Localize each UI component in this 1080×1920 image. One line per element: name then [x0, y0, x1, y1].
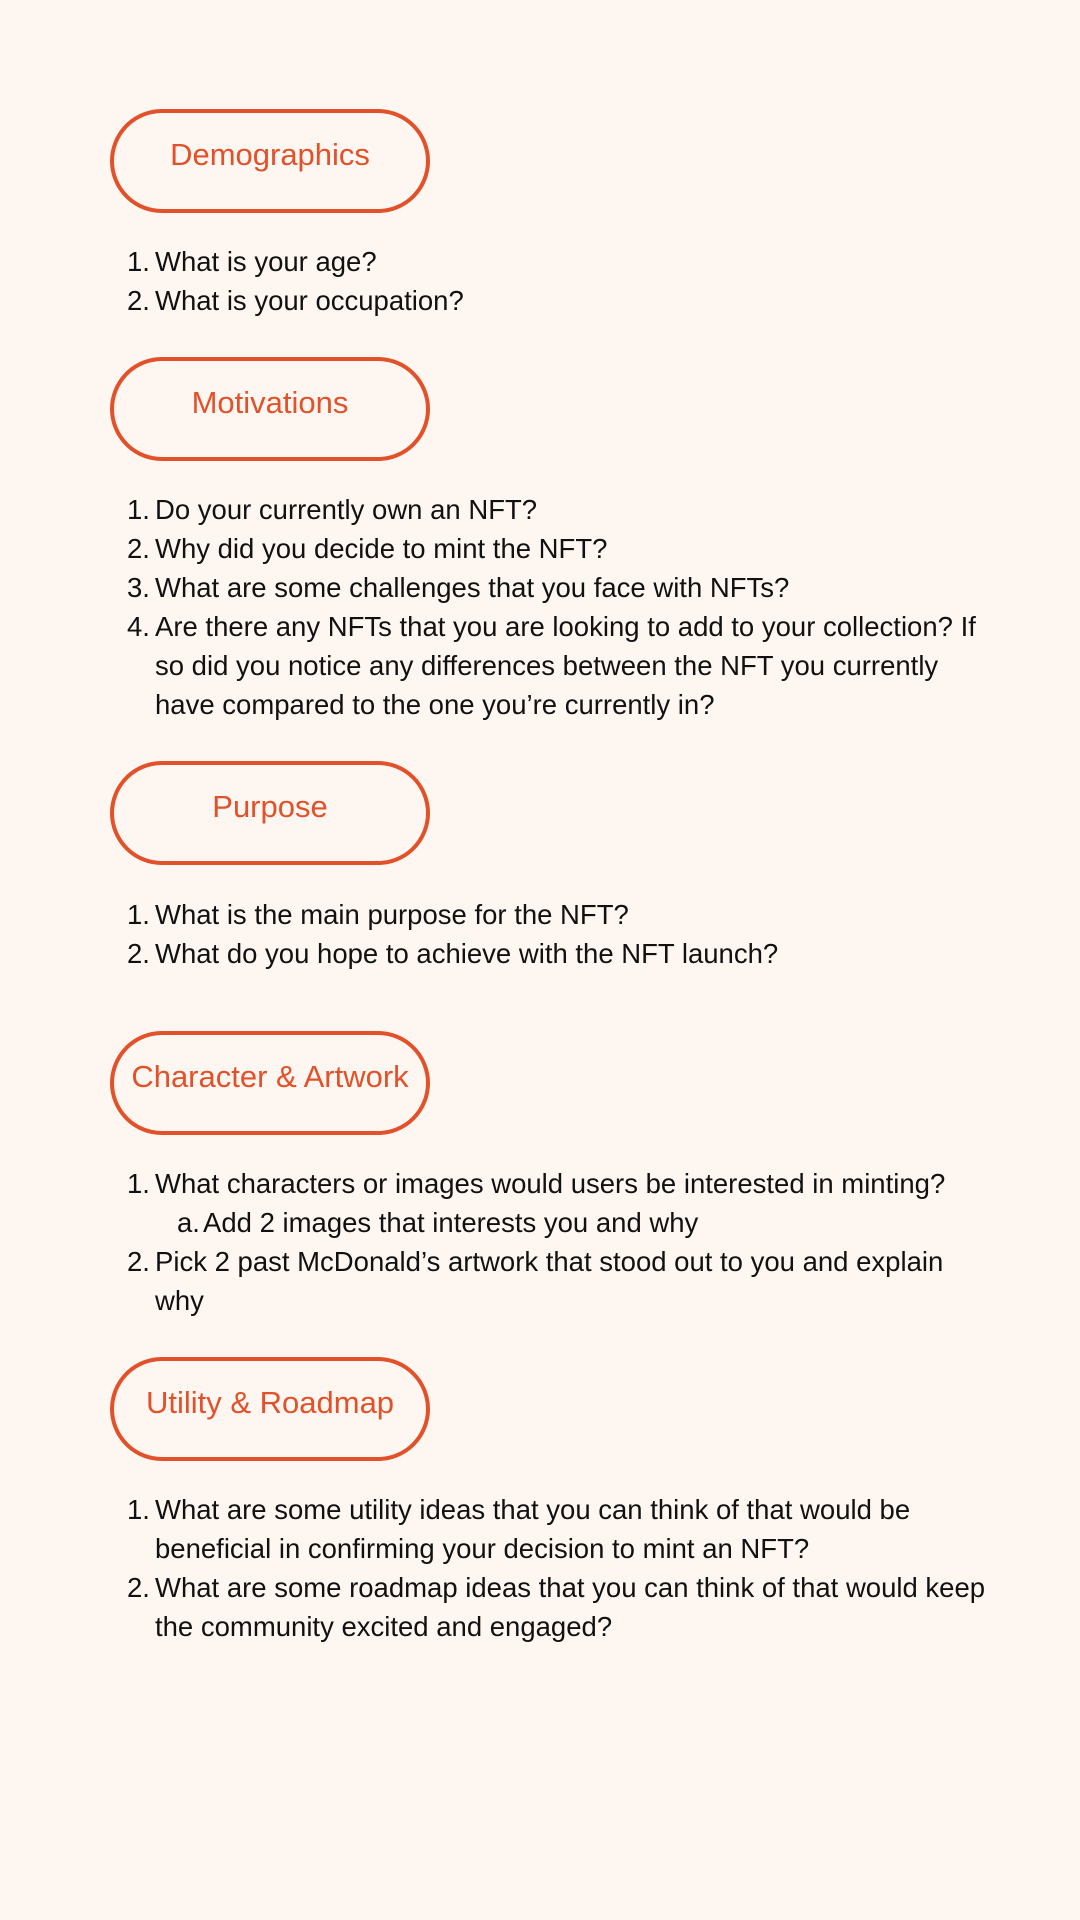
- list-item: [110, 1242, 990, 1320]
- list-number: 2.: [127, 533, 150, 564]
- list-item: [110, 1568, 990, 1646]
- list-number: 2.: [127, 938, 150, 969]
- section-heading-purpose: [110, 761, 430, 865]
- list-number: 1.: [127, 1168, 150, 1199]
- sub-list-letter: a.: [177, 1207, 200, 1238]
- list-item: [110, 568, 990, 607]
- list-number: 1.: [127, 246, 150, 277]
- list-item: [110, 934, 990, 973]
- sub-list-item: [155, 1203, 990, 1242]
- list-number: 2.: [127, 1572, 150, 1603]
- question-text: Are there any NFTs that you are looking to add to your collection? If so did you notice any differences between the NFT you currently have compared to the one you’re currently in?: [155, 611, 976, 720]
- question-text: Do your currently own an NFT?: [155, 494, 538, 525]
- list-item: [110, 242, 990, 281]
- section-heading-utility-roadmap: [110, 1357, 430, 1461]
- question-text: What is your age?: [155, 246, 377, 277]
- question-list-motivations: [110, 490, 990, 724]
- section-heading-motivations: [110, 357, 430, 461]
- section-heading-demographics: [110, 109, 430, 213]
- section-title: Purpose: [212, 789, 328, 824]
- question-text: What are some roadmap ideas that you can think of that would keep the community excited and engaged?: [155, 1572, 986, 1642]
- list-number: 2.: [127, 285, 150, 316]
- list-item: [110, 529, 990, 568]
- sub-question-list: [155, 1203, 990, 1242]
- list-number: 1.: [127, 494, 150, 525]
- list-number: 4.: [127, 611, 150, 642]
- section-title: Character & Artwork: [131, 1059, 409, 1094]
- section-title: Demographics: [170, 137, 370, 172]
- list-item: [110, 490, 990, 529]
- list-number: 2.: [127, 1246, 150, 1277]
- list-number: 3.: [127, 572, 150, 603]
- question-list-character-artwork: [110, 1164, 990, 1320]
- list-number: 1.: [127, 1494, 150, 1525]
- question-text: What are some challenges that you face with NFTs?: [155, 572, 790, 603]
- section-title: Utility & Roadmap: [145, 1385, 395, 1420]
- list-item: [110, 895, 990, 934]
- sub-question-text: Add 2 images that interests you and why: [203, 1207, 699, 1238]
- list-item: [110, 1490, 990, 1568]
- question-text: What is your occupation?: [155, 285, 464, 316]
- list-number: 1.: [127, 899, 150, 930]
- question-list-demographics: [110, 242, 990, 320]
- question-text: What do you hope to achieve with the NFT launch?: [155, 938, 779, 969]
- question-list-purpose: [110, 895, 990, 973]
- section-title: Motivations: [191, 385, 349, 420]
- question-text: Pick 2 past McDonald’s artwork that stood out to you and explain why: [155, 1246, 944, 1316]
- question-text: What is the main purpose for the NFT?: [155, 899, 629, 930]
- question-text: What are some utility ideas that you can think of that would be beneficial in confirming your decision to mint an NFT?: [155, 1494, 911, 1564]
- list-item: [110, 281, 990, 320]
- question-text: What characters or images would users be interested in minting?: [155, 1168, 946, 1199]
- section-heading-character-artwork: [110, 1031, 430, 1135]
- question-list-utility-roadmap: [110, 1490, 990, 1646]
- list-item: [110, 607, 990, 724]
- question-text: Why did you decide to mint the NFT?: [155, 533, 608, 564]
- list-item: [110, 1164, 990, 1242]
